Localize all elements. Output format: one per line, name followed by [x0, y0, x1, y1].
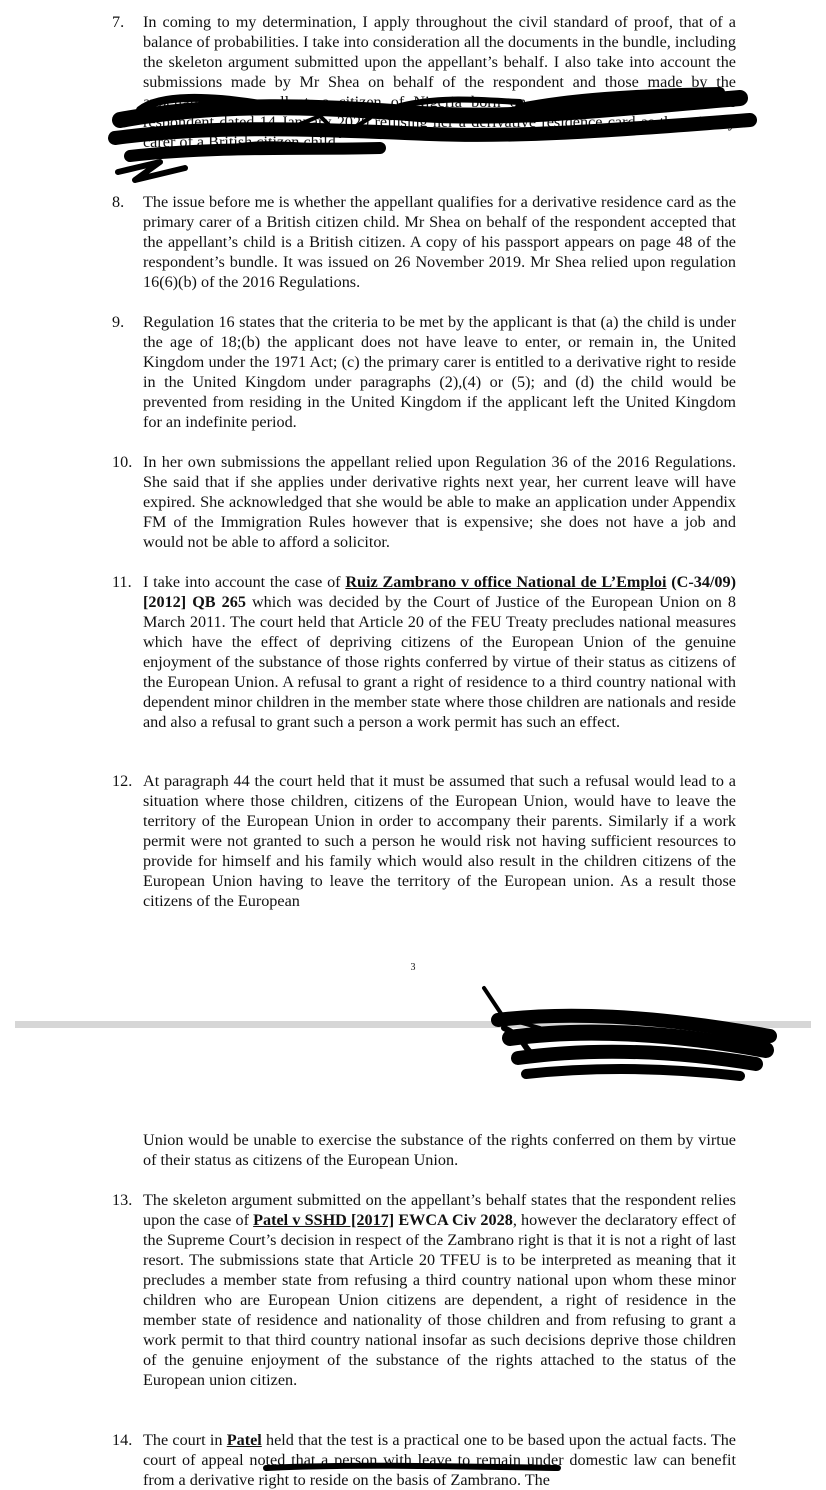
paragraph-text-start: I take into account the case of — [143, 573, 346, 591]
paragraph-12 — [112, 771, 736, 911]
paragraph-text-end: , however the declaratory effect of the Supreme Court’s decision in respect of the Zambrano right is that it is not a right of last resort. The submissions state that Article 20 TFEU is to be interpreted as meaning that it precludes a member state from refusing a third country national upon whom these minor children who are European Union citizens are dependent, a right of residence in the member state of residence and nationality of those children and from refusing to grant a work permit to that third country national insofar as such decisions deprive those children of the genuine enjoyment of the substance of the rights attached to the status of the European union citizen. — [143, 1211, 736, 1389]
paragraph-number: 8. — [112, 193, 125, 211]
case-name: Ruiz Zambrano v office National de L’Emploi — [345, 573, 667, 591]
case-name: Patel v SSHD [2017] — [253, 1211, 395, 1229]
paragraph-text-start: The court in — [143, 1431, 227, 1449]
case-reference: (C-34/09)[2012] QB 265 — [143, 573, 736, 611]
paragraph-number: 9. — [112, 313, 125, 331]
paragraph-9 — [112, 312, 736, 432]
paragraph-11 — [112, 572, 736, 732]
page-separator — [15, 1021, 811, 1028]
paragraph-text: The issue before me is whether the appellant qualifies for a derivative residence card as the primary carer of a British citizen child. Mr Shea on behalf of the respondent accepted that the appellant’s child is a British citizen. A copy of his passport appears on page 48 of the respondent’s bundle. It was issued on 26 November 2019. Mr Shea relied upon regulation 16(6)(b) of the 2016 Regulations. — [143, 193, 736, 291]
paragraph-12-continuation: Union would be unable to exercise the substance of the rights conferred on them by virtue of their status as citizens of the European Union. — [143, 1131, 736, 1169]
paragraph-text-start: The skeleton argument submitted on the appellant’s behalf states that the respondent relies upon the case of — [143, 1191, 736, 1229]
paragraph-text — [143, 1430, 736, 1490]
paragraph-text: At paragraph 44 the court held that it must be assumed that such a refusal would lead to a situation where those children, citizens of the European Union, would have to leave the territory of the European Union in order to accompany their parents. Similarly if a work permit were not granted to such a person he would risk not having sufficient resources to provide for himself and his family which would also result in the children citizens of the European Union having to leave the territory of the European union. As a result those citizens of the European — [143, 772, 736, 910]
paragraph-13 — [112, 1190, 736, 1390]
paragraph-text-end: held that the test is a practical one to be based upon the actual facts. The court of appeal noted that a person with leave to remain under domestic law can benefit from a derivative right to reside on the basis of Zambrano. The — [143, 1431, 736, 1489]
paragraph-number: 7. — [112, 13, 125, 31]
paragraph-text: In her own submissions the appellant relied upon Regulation 36 of the 2016 Regulations. She said that if she applies under derivative rights next year, her current leave will have expired. She acknowledged that she would be able to make an application under Appendix FM of the Immigration Rules however that is expensive; she does not have a job and would not be able to afford a solicitor. — [143, 453, 736, 551]
paragraph-text-end: which was decided by the Court of Justice of the European Union on 8 March 2011. The court held that Article 20 of the FEU Treaty precludes national measures which have the effect of depriving citizens of the European Union of the genuine enjoyment of the substance of those rights conferred by virtue of their status as citizens of the European Union. A refusal to grant a right of residence to a third country national with dependent minor children in the member state where those children are nationals and reside and also a refusal to grant such a person a work permit has such an effect. — [143, 593, 737, 731]
paragraph-14 — [112, 1430, 736, 1490]
case-reference: EWCA Civ 2028 — [394, 1211, 513, 1229]
paragraph-text: Regulation 16 states that the criteria to be met by the applicant is that (a) the child is under the age of 18;(b) the applicant does not have leave to enter, or remain in, the United Kingdom under the 1971 Act; (c) the primary carer is entitled to a derivative right to reside in the United Kingdom under paragraphs (2),(4) or (5); and (d) the child would be prevented from residing in the United Kingdom if the applicant left the United Kingdom for an indefinite period. — [143, 313, 736, 431]
paragraph-number: 12. — [112, 772, 133, 790]
paragraph-7 — [112, 12, 736, 152]
paragraph-number: 13. — [112, 1191, 133, 1209]
paragraph-number: 14. — [112, 1431, 133, 1449]
page-number: 3 — [410, 962, 416, 973]
paragraph-10 — [112, 452, 736, 552]
paragraph-number: 11. — [112, 573, 132, 591]
paragraph-text — [143, 572, 736, 732]
paragraph-number: 10. — [112, 453, 133, 471]
paragraph-text: In coming to my determination, I apply throughout the civil standard of proof, that of a balance of probabilities. I take into consideration all the documents in the bundle, including the skeleton argument submitted upon the appellant’s behalf. I also take into account the submissions made by Mr Shea on behalf of the respondent and those made by the appellant. The appellant, a citizen of Nigeria born on ___, appeals decision of the respondent dated 14 January 2020 refusing her a derivative residence card as the primary carer of a British citizen child. — [143, 13, 736, 151]
case-citation — [253, 1211, 513, 1229]
case-citation — [227, 1431, 262, 1449]
paragraph-8 — [112, 192, 736, 292]
case-name: Patel — [226, 1431, 262, 1449]
paragraph-text — [143, 1190, 736, 1390]
